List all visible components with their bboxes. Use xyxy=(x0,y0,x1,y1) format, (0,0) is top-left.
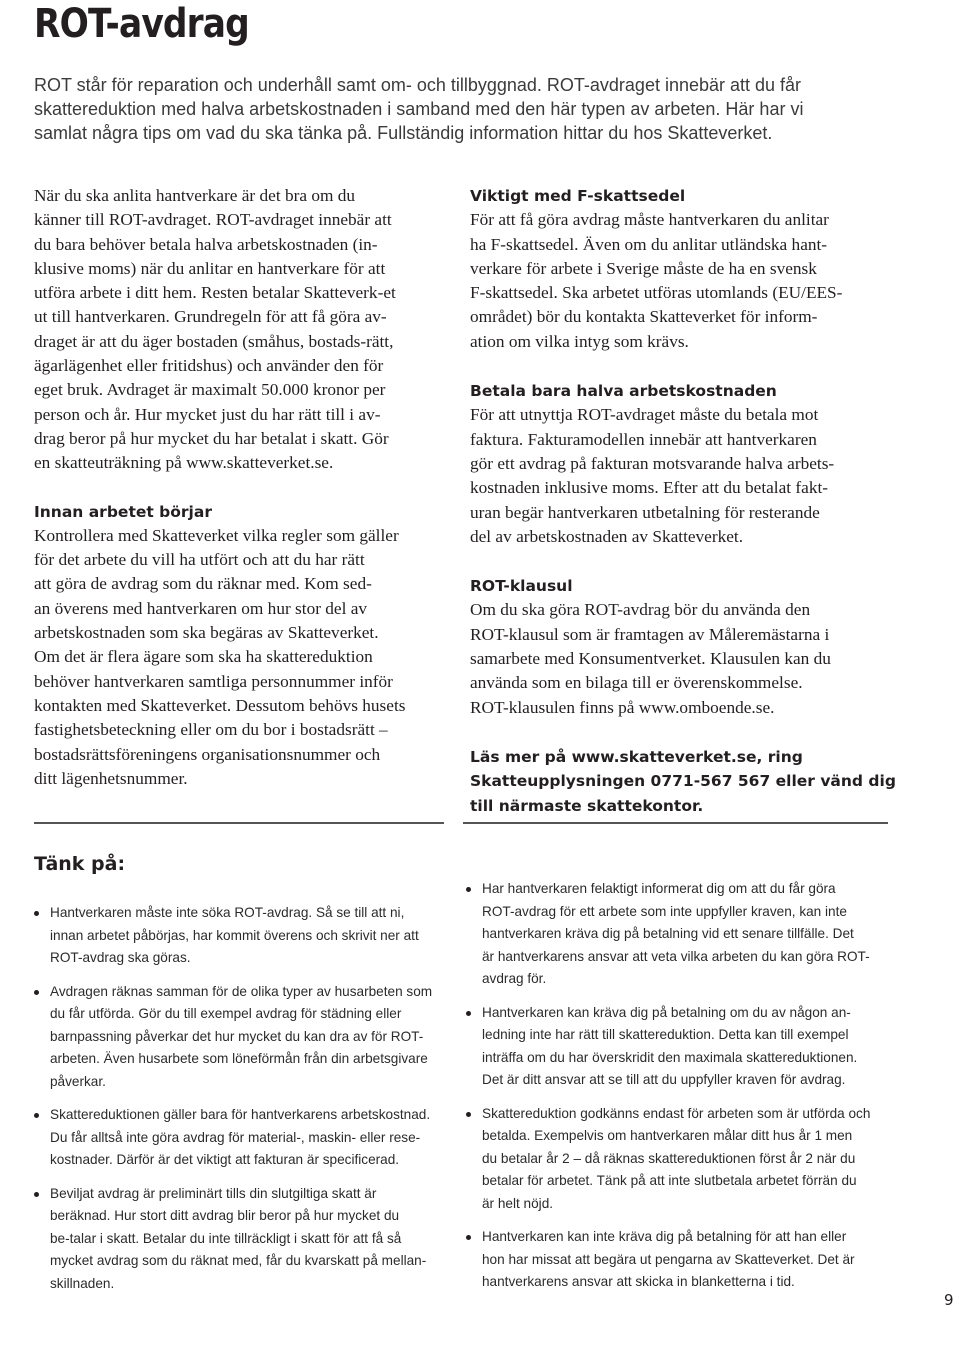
bullet-item xyxy=(34,981,454,1094)
text-line: ation om vilka intyg som krävs. xyxy=(470,331,689,351)
bullet-dot-icon xyxy=(466,887,471,892)
text-line: kontakten med Skatteverket. Dessutom behövs husets xyxy=(34,695,406,715)
bullet-text xyxy=(50,1104,454,1172)
text-line: Om du ska göra ROT-avdrag bör du använda den xyxy=(470,600,811,620)
bullet-dot-icon xyxy=(34,990,39,995)
tank-pa-heading: Tänk på: xyxy=(34,853,126,875)
section-heading-halva-arbetskostnaden: Betala bara halva arbetskostnaden xyxy=(470,382,777,401)
text-line: ROT står för reparation och underhåll samt om- och tillbyggnad. ROT-avdraget innebär att du får xyxy=(34,75,802,95)
text-line: ditt lägenhetsnummer. xyxy=(34,768,188,788)
text-line: eget bruk. Avdraget är maximalt 50.000 kronor per xyxy=(34,380,386,400)
text-line: Om det är flera ägare som ska ha skattereduktion xyxy=(34,647,373,667)
text-line: hantverkarens ansvar att skicka in blanketterna i tid. xyxy=(482,1274,795,1289)
text-line: betalda. Exempelvis om hantverkaren målar ditt hus år 1 men xyxy=(482,1128,853,1143)
bullet-dot-icon xyxy=(466,1235,471,1240)
text-line: faktura. Fakturamodellen innebär att hantverkaren xyxy=(470,429,817,449)
text-line: påverkar. xyxy=(50,1073,106,1089)
bullet-text xyxy=(482,1226,906,1294)
text-line: uran begär hantverkaren utbetalning för resterande xyxy=(470,502,820,522)
text-line: beräknad. Hur stort ditt avdrag blir beror på hur mycket du xyxy=(50,1208,400,1223)
text-line: Hantverkaren kan inte kräva dig på betalning för att han eller xyxy=(482,1229,847,1244)
text-line: en skatteuträkning på www.skatteverket.se. xyxy=(34,453,334,473)
text-line: ROT-klausulen finns på www.omboende.se. xyxy=(470,697,775,717)
text-line: Kontrollera med Skatteverket vilka regler som gäller xyxy=(34,525,399,545)
text-line: samarbete med Konsumentverket. Klausulen kan du xyxy=(470,649,831,669)
text-line: behöver hantverkaren samtliga personnummer inför xyxy=(34,671,393,691)
text-line: innan arbetet påbörjas, har kommit överens och skrivit ner att xyxy=(50,927,419,943)
f-skattsedel-paragraph xyxy=(470,208,890,354)
text-line: är hantverkarens ansvar att veta vilka arbeten du kan göra ROT- xyxy=(482,948,870,964)
text-line: bostadsrättsföreningens organisationsnummer och xyxy=(34,744,381,764)
text-line: barnpassning påverkar det hur mycket du kan dra av för ROT- xyxy=(50,1028,424,1044)
text-line: Du får alltså inte göra avdrag för material-, maskin- eller rese- xyxy=(50,1129,421,1145)
text-line: Beviljat avdrag är preliminärt tills din slutgiltiga skatt är xyxy=(50,1185,377,1201)
left-column xyxy=(34,184,454,791)
las-mer-closing xyxy=(470,745,896,818)
text-line: fastighetsbeteckning eller om du bor i bostadsrätt – xyxy=(34,720,388,740)
section-heading-rot-klausul: ROT-klausul xyxy=(470,577,573,596)
text-line: För att utnyttja ROT-avdraget måste du betala mot xyxy=(470,405,819,425)
divider-left xyxy=(34,822,444,824)
bullet-text xyxy=(482,1002,906,1092)
text-line: Det är ditt ansvar att se till att du uppfyller kraven för avdrag. xyxy=(482,1072,846,1087)
text-line: Har hantverkaren felaktigt informerat dig om att du får göra xyxy=(482,881,836,896)
text-line: Skattereduktionen gäller bara för hantverkarens arbetskostnad. xyxy=(50,1107,431,1122)
text-line: till närmaste skattekontor. xyxy=(470,796,704,815)
text-line: ROT-klausul som är framtagen av Måleremästarna i xyxy=(470,624,830,644)
text-line: känner till ROT-avdraget. ROT-avdraget innebär att xyxy=(34,210,392,230)
text-line: När du ska anlita hantverkare är det bra om du xyxy=(34,186,356,205)
text-line: För att få göra avdrag måste hantverkaren du anlitar xyxy=(470,210,829,230)
bullet-text xyxy=(50,902,454,970)
text-line: skattereduktion med halva arbetskostnaden i samband med den här typen av arbeten. Här har vi xyxy=(34,99,804,119)
text-line: Hantverkaren kan kräva dig på betalning om du av någon an- xyxy=(482,1004,851,1020)
text-line: samlat några tips om vad du ska tänka på. Fullständig information hittar du hos Skatteverket. xyxy=(34,123,773,143)
bullet-dot-icon xyxy=(34,1113,39,1118)
text-line: kostnader. Därför är det viktigt att fakturan är specificerad. xyxy=(50,1152,400,1167)
bullet-item xyxy=(466,878,906,991)
halva-arbetskostnaden-paragraph xyxy=(470,403,890,549)
text-line: Läs mer på www.skatteverket.se, ring xyxy=(470,747,803,766)
text-line: draget är att du äger bostaden (småhus, bostads-rätt, xyxy=(34,331,394,351)
text-line: du betalar år 2 – då räknas skattereduktionen först år 2 när du xyxy=(482,1150,856,1166)
text-line: gör ett avdrag på fakturan motsvarande halva arbets- xyxy=(470,453,835,473)
text-line: arbeten. Även husarbete som löneförmån från din arbetsgivare xyxy=(50,1051,428,1066)
intro-paragraph xyxy=(34,73,914,145)
page-number: 9 xyxy=(944,1291,954,1309)
text-line: ägarlägenhet eller fritidshus) och använder den för xyxy=(34,356,384,376)
text-line: kostnaden inklusive moms. Efter att du betalat fakt- xyxy=(470,478,829,498)
text-line: området) bör du kontakta Skatteverket för inform- xyxy=(470,307,818,327)
innan-arbetet-paragraph xyxy=(34,524,454,791)
text-line: Skattereduktion godkänns endast för arbeten som är utförda och xyxy=(482,1105,871,1121)
bullet-item xyxy=(34,1183,454,1296)
text-line: avdrag för. xyxy=(482,971,547,986)
right-column xyxy=(470,184,896,818)
text-line: är helt nöjd. xyxy=(482,1195,554,1211)
text-line: att göra de avdrag som du räknar med. Kom sed- xyxy=(34,574,372,594)
rot-klausul-paragraph xyxy=(470,598,890,719)
text-line: ROT-avdrag för ett arbete som inte uppfyller kraven, kan inte xyxy=(482,903,847,919)
bullet-dot-icon xyxy=(466,1011,471,1016)
bullet-dot-icon xyxy=(34,1192,39,1197)
bullet-text xyxy=(482,1103,906,1216)
text-line: mycket avdrag som du räknat med, får du kvarskatt på mellan- xyxy=(50,1253,427,1268)
bullet-text xyxy=(50,981,454,1094)
tank-pa-bullets-right xyxy=(466,878,906,1305)
section-heading-innan-arbetet: Innan arbetet börjar xyxy=(34,502,212,521)
tank-pa-bullets-left xyxy=(34,902,454,1306)
text-line: betalar för arbetet. Tänk på att inte slutbetala arbetet förrän du xyxy=(482,1173,857,1188)
rot-intro-paragraph xyxy=(34,184,454,476)
text-line: drag beror på hur mycket du har betalat i skatt. Gör xyxy=(34,428,389,448)
text-line: skillnaden. xyxy=(50,1275,115,1291)
text-line: arbetskostnaden som ska begäras av Skatteverket. xyxy=(34,623,379,643)
text-line: Avdragen räknas samman för de olika typer av husarbeten som xyxy=(50,983,433,999)
text-line: verkare för arbete i Sverige måste de ha en svensk xyxy=(470,258,817,278)
text-line: du får utförda. Gör du till exempel avdrag för städning eller xyxy=(50,1006,402,1021)
text-line: ut till hantverkaren. Grundregeln för att få göra av- xyxy=(34,307,387,327)
text-line: F-skattsedel. Ska arbetet utföras utomlands (EU/EES- xyxy=(470,283,843,303)
text-line: an överens med hantverkaren om hur stor del av xyxy=(34,598,368,618)
text-line: använda som en bilaga till er överenskommelse. xyxy=(470,673,803,693)
bullet-dot-icon xyxy=(466,1112,471,1117)
bullet-dot-icon xyxy=(34,911,39,916)
text-line: hon har missat att begära ut pengarna av Skatteverket. Det är xyxy=(482,1251,855,1267)
text-line: utföra arbete i ditt hem. Resten betalar Skatteverk-et xyxy=(34,283,396,303)
text-line: be-talar i skatt. Betalar du inte tillräckligt i skatt för att få så xyxy=(50,1230,402,1246)
text-line: Hantverkaren måste inte söka ROT-avdrag. Så se till att ni, xyxy=(50,905,405,920)
page-title: ROT-avdrag xyxy=(34,1,249,47)
bullet-item xyxy=(466,1103,906,1216)
bullet-text xyxy=(482,878,906,991)
text-line: ROT-avdrag ska göras. xyxy=(50,950,191,965)
bullet-item xyxy=(34,1104,454,1172)
text-line: inträffa om du har överskridit den maximala skattereduktionen. xyxy=(482,1049,858,1065)
text-line: del av arbetskostnaden av Skatteverket. xyxy=(470,526,744,546)
divider-right xyxy=(463,822,888,824)
text-line: ha F-skattsedel. Även om du anlitar utländska hant- xyxy=(470,234,828,254)
bullet-text xyxy=(50,1183,454,1296)
bullet-item xyxy=(466,1002,906,1092)
text-line: ledning inte har rätt till skattereduktion. Detta kan till exempel xyxy=(482,1027,849,1042)
text-line: för det arbete du vill ha utfört och att du har rätt xyxy=(34,550,365,570)
bullet-item xyxy=(34,902,454,970)
section-heading-f-skattsedel: Viktigt med F-skattsedel xyxy=(470,187,686,205)
bullet-item xyxy=(466,1226,906,1294)
text-line: du bara behöver betala halva arbetskostnaden (in- xyxy=(34,234,378,254)
text-line: person och år. Hur mycket just du har rätt till i av- xyxy=(34,404,381,424)
text-line: Skatteupplysningen 0771-567 567 eller vänd dig xyxy=(470,772,896,791)
text-line: klusive moms) när du anlitar en hantverkare för att xyxy=(34,258,386,278)
text-line: hantverkaren kräva dig på betalning vid ett senare tillfälle. Det xyxy=(482,926,854,941)
